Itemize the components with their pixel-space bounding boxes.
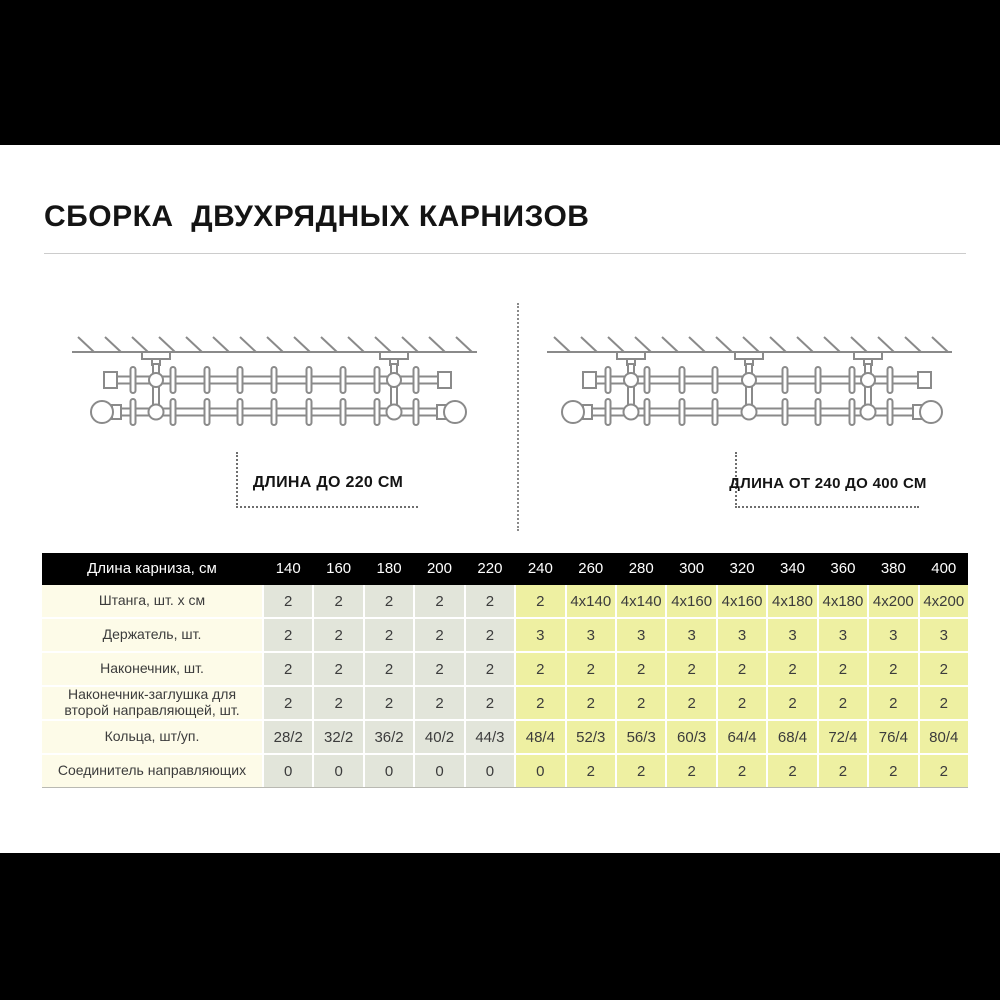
- header-col: 240: [527, 560, 553, 577]
- table-cell: 4x160: [718, 585, 766, 617]
- table-cell: 80/4: [920, 721, 968, 753]
- table-cell: 3: [819, 619, 867, 651]
- table-cell: 72/4: [819, 721, 867, 753]
- table-cell: 2: [314, 653, 362, 685]
- table-cell: 2: [314, 619, 362, 651]
- end-cap: [583, 372, 596, 388]
- table-cell: 2: [768, 755, 816, 787]
- table-cell: 2: [365, 653, 413, 685]
- header-col: 180: [376, 560, 402, 577]
- table-cell: 68/4: [768, 721, 816, 753]
- table-cell: 2: [768, 653, 816, 685]
- table-cell: 40/2: [415, 721, 463, 753]
- table-cell: 36/2: [365, 721, 413, 753]
- table-cell: 2: [869, 755, 917, 787]
- table-cell: 2: [415, 619, 463, 651]
- table-cell: 2: [667, 755, 715, 787]
- table-cell: 2: [718, 653, 766, 685]
- table-cell: 3: [617, 619, 665, 651]
- table-cell: 2: [667, 687, 715, 719]
- table-cell: 4x180: [768, 585, 816, 617]
- header-col: 360: [830, 560, 856, 577]
- ball-finial: [562, 401, 584, 423]
- row-label: Держатель, шт.: [42, 619, 262, 651]
- table-cell: 2: [415, 687, 463, 719]
- table-cell: 2: [667, 653, 715, 685]
- table-cell: 2: [314, 585, 362, 617]
- table-cell: 2: [617, 653, 665, 685]
- table-cell: 28/2: [264, 721, 312, 753]
- header-col: 140: [275, 560, 301, 577]
- cornice-diagram-long: [538, 300, 968, 445]
- bottom-letterbox-bar: [0, 853, 1000, 1000]
- table-cell: 0: [264, 755, 312, 787]
- table-cell: 0: [466, 755, 514, 787]
- header-col: 220: [477, 560, 503, 577]
- table-cell: 0: [415, 755, 463, 787]
- ceiling-hatch: [78, 337, 472, 352]
- table-cell: 4x140: [567, 585, 615, 617]
- spec-table: [42, 553, 968, 788]
- table-cell: 2: [516, 653, 564, 685]
- table-cell: 2: [920, 755, 968, 787]
- table-cell: 2: [718, 687, 766, 719]
- table-cell: 44/3: [466, 721, 514, 753]
- table-cell: 4x180: [819, 585, 867, 617]
- table-cell: 3: [667, 619, 715, 651]
- header-col: 340: [779, 560, 805, 577]
- table-cell: 2: [365, 585, 413, 617]
- table-cell: 2: [365, 619, 413, 651]
- page-title: СБОРКА ДВУХРЯДНЫХ КАРНИЗОВ: [44, 200, 590, 233]
- table-cell: 4x200: [869, 585, 917, 617]
- header-col: 400: [931, 560, 957, 577]
- table-cell: 2: [264, 653, 312, 685]
- end-cap: [438, 372, 451, 388]
- table-cell: 76/4: [869, 721, 917, 753]
- table-cell: 2: [617, 687, 665, 719]
- table-cell: 2: [567, 755, 615, 787]
- table-cell: 3: [718, 619, 766, 651]
- row-label: Наконечник, шт.: [42, 653, 262, 685]
- dimension-label-long: ДЛИНА ОТ 240 ДО 400 СМ: [735, 452, 919, 508]
- row-label: Штанга, шт. х см: [42, 585, 262, 617]
- header-col: 380: [880, 560, 906, 577]
- table-cell: 2: [264, 585, 312, 617]
- header-col: 200: [426, 560, 452, 577]
- table-cell: 2: [869, 687, 917, 719]
- header-col: 260: [578, 560, 604, 577]
- table-cell: 2: [869, 653, 917, 685]
- table-cell: 2: [365, 687, 413, 719]
- top-letterbox-bar: [0, 0, 1000, 145]
- row-label: Кольца, шт/уп.: [42, 721, 262, 753]
- header-col: 300: [679, 560, 705, 577]
- table-cell: 64/4: [718, 721, 766, 753]
- table-cell: 2: [415, 585, 463, 617]
- title-divider: [44, 253, 966, 254]
- table-cell: 0: [365, 755, 413, 787]
- table-cell: 32/2: [314, 721, 362, 753]
- row-label: Наконечник-заглушка для второй направляющей, шт.: [42, 687, 262, 719]
- header-label: Длина карниза, см: [87, 560, 217, 577]
- table-cell: 2: [314, 687, 362, 719]
- table-cell: 2: [768, 687, 816, 719]
- table-cell: 2: [819, 653, 867, 685]
- table-cell: 2: [264, 687, 312, 719]
- dimension-label-short: ДЛИНА ДО 220 СМ: [236, 452, 418, 508]
- table-cell: 2: [567, 687, 615, 719]
- ball-finial: [920, 401, 942, 423]
- table-cell: 3: [920, 619, 968, 651]
- table-cell: 2: [466, 585, 514, 617]
- table-cell: 52/3: [567, 721, 615, 753]
- header-col: 280: [628, 560, 654, 577]
- table-cell: 2: [819, 755, 867, 787]
- table-cell: 2: [516, 585, 564, 617]
- table-cell: 48/4: [516, 721, 564, 753]
- table-cell: 2: [516, 687, 564, 719]
- diagram-separator-dotted-line: [517, 303, 519, 531]
- header-col: 160: [326, 560, 352, 577]
- end-cap: [104, 372, 117, 388]
- ceiling-hatch: [554, 337, 948, 352]
- table-body: [42, 585, 968, 787]
- table-cell: 0: [516, 755, 564, 787]
- table-cell: 2: [466, 687, 514, 719]
- ball-finial: [91, 401, 113, 423]
- table-cell: 3: [869, 619, 917, 651]
- table-cell: 2: [819, 687, 867, 719]
- table-cell: 2: [920, 653, 968, 685]
- table-cell: 2: [466, 619, 514, 651]
- table-cell: 2: [264, 619, 312, 651]
- table-cell: 3: [516, 619, 564, 651]
- table-cell: 2: [567, 653, 615, 685]
- table-cell: 4x200: [920, 585, 968, 617]
- table-cell: 2: [920, 687, 968, 719]
- table-cell: 3: [768, 619, 816, 651]
- table-cell: 4x160: [667, 585, 715, 617]
- table-cell: 60/3: [667, 721, 715, 753]
- table-cell: 2: [415, 653, 463, 685]
- header-col: 320: [729, 560, 755, 577]
- table-cell: 2: [718, 755, 766, 787]
- cornice-diagram-short: [58, 300, 483, 445]
- table-cell: 2: [466, 653, 514, 685]
- table-header-row: [42, 553, 968, 585]
- curtain-rings: [131, 367, 419, 425]
- table-cell: 3: [567, 619, 615, 651]
- row-label: Соединитель направляющих: [42, 755, 262, 787]
- table-cell: 0: [314, 755, 362, 787]
- ball-finial: [444, 401, 466, 423]
- table-cell: 4x140: [617, 585, 665, 617]
- end-cap: [918, 372, 931, 388]
- table-cell: 2: [617, 755, 665, 787]
- table-cell: 56/3: [617, 721, 665, 753]
